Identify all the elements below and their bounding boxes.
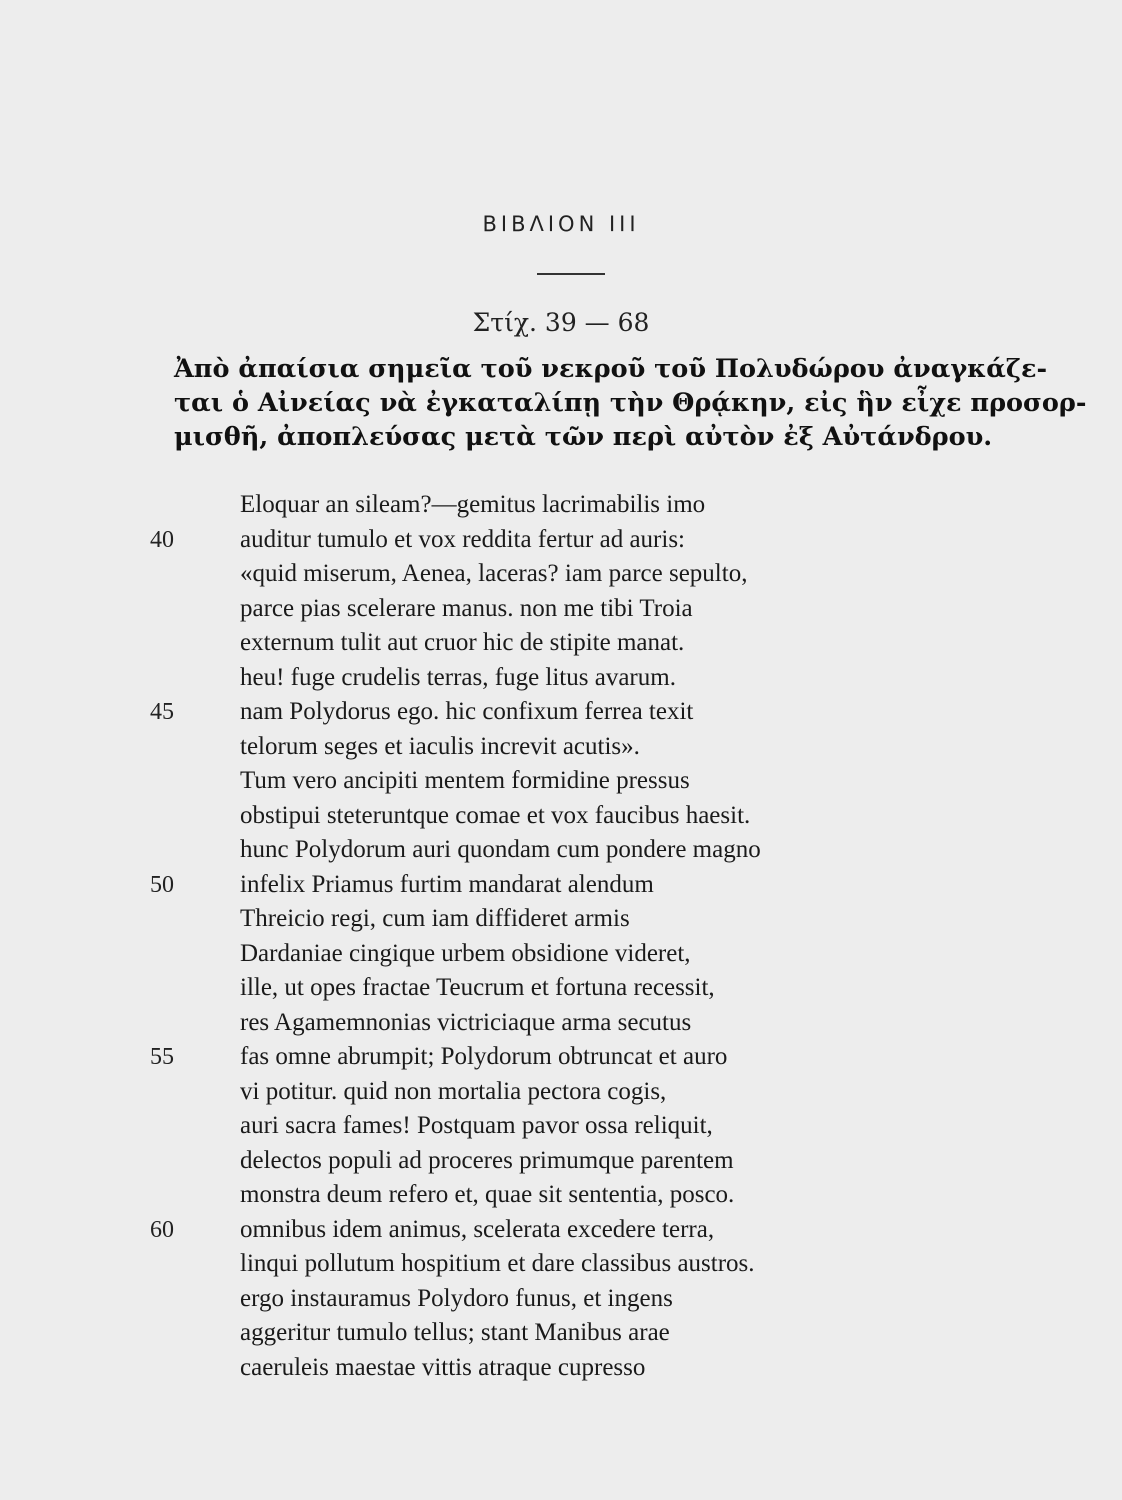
line-text: ergo instauramus Polydoro funus, et ingens: [240, 1284, 673, 1312]
line-text: externum tulit aut cruor hic de stipite manat.: [240, 629, 685, 656]
line-number: 50: [150, 871, 174, 898]
line-text: nam Polydorus ego. hic confixum ferrea texit: [240, 698, 694, 725]
poem-line: [150, 488, 1050, 523]
poem-line: [150, 592, 1050, 627]
line-text: monstra deum refero et, quae sit sententia, posco.: [240, 1181, 735, 1208]
poem-line: [150, 937, 1050, 972]
poem-line: [150, 1282, 1050, 1317]
poem-line: [150, 971, 1050, 1006]
poem-line: [150, 1178, 1050, 1213]
line-text: obstipui steteruntque comae et vox faucibus haesit.: [240, 801, 751, 829]
line-number: 45: [150, 699, 174, 725]
poem-line: [150, 1247, 1050, 1282]
line-text: Dardaniae cingique urbem obsidione videret,: [240, 939, 691, 967]
poem-line: [150, 1006, 1050, 1041]
line-text: res Agamemnonias victriciaque arma secutus: [240, 1008, 692, 1036]
line-text: Eloquar an sileam?—gemitus lacrimabilis imo: [240, 491, 706, 518]
poem-line: [150, 1109, 1050, 1144]
line-text: telorum seges et iaculis increvit acutis».: [240, 732, 640, 760]
line-text: hunc Polydorum auri quondam cum pondere magno: [240, 836, 761, 863]
poem-line: [150, 833, 1050, 868]
line-text: Tum vero ancipiti mentem formidine pressus: [240, 767, 690, 794]
poem-line: [150, 902, 1050, 937]
poem-line: [150, 1075, 1050, 1110]
verse-range: Στίχ. 39 — 68: [472, 308, 650, 337]
line-text: fas omne abrumpit; Polydorum obtruncat et auro: [240, 1043, 728, 1070]
line-text: auditur tumulo et vox reddita fertur ad auris:: [240, 525, 686, 553]
poem-line: [150, 626, 1050, 661]
poem-line: [150, 557, 1050, 592]
summary-line: μισθῆ, ἀποπλεύσας μετὰ τῶν περὶ αὐτὸν ἐξ Αὐτάνδρου.: [174, 422, 993, 452]
poem-line: [150, 799, 1050, 834]
poem-line: [150, 764, 1050, 799]
poem-line: [150, 661, 1050, 696]
line-text: infelix Priamus furtim mandarat alendum: [240, 870, 654, 898]
poem-line: [150, 523, 1050, 558]
poem-line: [150, 1316, 1050, 1351]
line-text: heu! fuge crudelis terras, fuge litus avarum.: [240, 663, 676, 691]
line-number: 60: [150, 1216, 174, 1243]
poem-line: [150, 695, 1050, 730]
line-text: caeruleis maestae vittis atraque cupresso: [240, 1353, 646, 1381]
summary-line: Ἀπὸ ἀπαίσια σημεῖα τοῦ νεκροῦ τοῦ Πολυδώρου ἀναγκάζε-: [174, 354, 1048, 384]
line-text: linqui pollutum hospitium et dare classibus austros.: [240, 1250, 755, 1277]
line-text: parce pias scelerare manus. non me tibi Troia: [240, 594, 693, 622]
poem-line: [150, 730, 1050, 765]
line-number: 55: [150, 1044, 174, 1070]
poem-line: [150, 1351, 1050, 1386]
line-text: Threicio regi, cum iam diffideret armis: [240, 905, 630, 932]
line-text: vi potitur. quid non mortalia pectora cogis,: [240, 1077, 667, 1105]
summary-paragraph: [174, 352, 1087, 454]
summary-line: ται ὁ Αἰνείας νὰ ἐγκαταλίπῃ τὴν Θρᾴκην, εἰς ἣν εἶχε προσορ-: [174, 388, 1087, 418]
line-text: ille, ut opes fractae Teucrum et fortuna recessit,: [240, 974, 715, 1001]
line-text: aggeritur tumulo tellus; stant Manibus arae: [240, 1319, 670, 1346]
poem-line: [150, 1213, 1050, 1248]
line-text: «quid miserum, Aenea, laceras? iam parce sepulto,: [240, 560, 748, 587]
title-divider: [537, 273, 605, 275]
line-number: 40: [150, 526, 174, 553]
poem-line: [150, 1040, 1050, 1075]
line-text: omnibus idem animus, scelerata excedere terra,: [240, 1215, 715, 1243]
book-title: ΒΙΒΛΙΟΝ ΙΙΙ: [482, 212, 640, 236]
poem-line: [150, 1144, 1050, 1179]
poem-line: [150, 868, 1050, 903]
latin-poem: [150, 488, 1050, 1385]
line-text: delectos populi ad proceres primumque parentem: [240, 1146, 734, 1174]
line-text: auri sacra fames! Postquam pavor ossa reliquit,: [240, 1112, 713, 1139]
